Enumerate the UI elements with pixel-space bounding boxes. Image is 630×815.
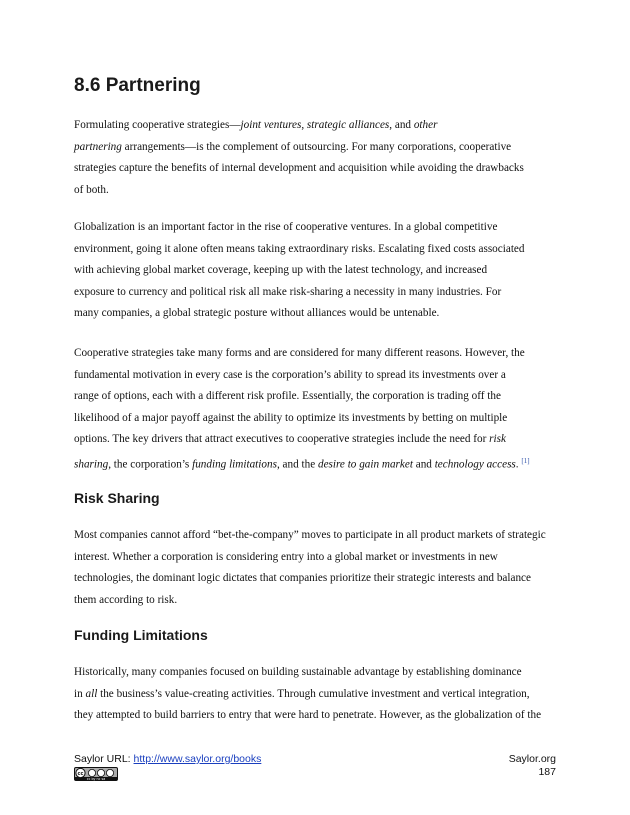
emphasis-joint-ventures: joint ventures	[240, 119, 302, 131]
emphasis-desire-to-gain-market: desire to gain market	[317, 458, 413, 471]
paragraph-cooperative-strategies	[74, 343, 564, 476]
footer-page-info	[509, 753, 556, 779]
text-run: arrangements—is the complement of outsourcing. For many corporations, cooperative	[121, 140, 512, 153]
text-run: in	[74, 687, 86, 700]
text-run: , and	[389, 119, 414, 131]
text-run: ,	[301, 119, 307, 131]
emphasis-partnering: partnering	[74, 140, 122, 153]
text-run: and	[412, 458, 435, 471]
paragraph-intro	[74, 115, 564, 201]
page-number: 187	[538, 766, 556, 778]
text-run: the business’s value-creating activities. Through cumulative investment and vertical integration,	[97, 687, 530, 700]
emphasis-funding-limitations: funding limitations	[192, 458, 277, 471]
text-line: strategies capture the benefits of internal development and acquisition while avoiding the drawbacks	[74, 162, 524, 175]
emphasis-risk: risk	[489, 433, 506, 446]
text-line	[74, 137, 564, 159]
text-line	[74, 451, 564, 476]
text-line: them according to risk.	[74, 593, 178, 606]
footer-url-link[interactable]: http://www.saylor.org/books	[133, 753, 262, 765]
text-line: exposure to currency and political risk all make risk-sharing a necessity in many industries. For	[74, 285, 502, 298]
text-run: Formulating cooperative strategies—	[74, 119, 241, 131]
footer-site: Saylor.org	[508, 753, 556, 765]
text-line: likelihood of a major payoff against the ability to optimize its investments by betting on multiple	[74, 411, 508, 424]
text-line: technologies, the dominant logic dictates that companies prioritize their strategic interests and balance	[74, 572, 531, 585]
text-run: , and the	[276, 458, 318, 471]
text-line	[74, 115, 564, 137]
text-line	[74, 684, 564, 706]
text-line: interest. Whether a corporation is considering entry into a global market or investments in new	[74, 550, 498, 563]
emphasis-all: all	[85, 687, 98, 700]
text-line: they attempted to build barriers to entry that were hard to penetrate. However, as the globalization of the	[74, 709, 542, 722]
text-line: range of options, each with a different risk profile. Essentially, the corporation is trading off the	[74, 390, 501, 403]
paragraph-funding-limitations	[74, 662, 564, 727]
text-line: of both.	[74, 183, 109, 196]
text-line: fundamental motivation in every case is the corporation’s ability to spread its investments over a	[74, 368, 506, 381]
text-line: Historically, many companies focused on building sustainable advantage by establishing dominance	[74, 666, 522, 678]
emphasis-other: other	[413, 119, 438, 131]
text-line: with achieving global market coverage, keeping up with the latest technology, and increased	[74, 264, 488, 277]
text-line	[74, 429, 564, 451]
text-line: many companies, a global strategic posture without alliances would be untenable.	[74, 307, 440, 320]
text-line: Most companies cannot afford “bet-the-company” moves to participate in all product markets of strategic	[74, 529, 546, 541]
svg-text:cc: cc	[77, 771, 84, 777]
text-run: , the corporation’s	[108, 458, 193, 471]
paragraph-globalization	[74, 217, 564, 325]
heading-risk-sharing: Risk Sharing	[74, 490, 160, 506]
license-badge-text: cc by nc sa	[86, 776, 106, 781]
footer-url-label: Saylor URL:	[74, 753, 134, 765]
text-line: Globalization is an important factor in the rise of cooperative ventures. In a global competitive	[74, 221, 498, 233]
footer-source	[74, 753, 261, 765]
text-line: environment, going it alone often means taking extraordinary risks. Escalating fixed costs associated	[74, 242, 525, 255]
heading-funding-limitations: Funding Limitations	[74, 627, 208, 643]
text-run: .	[515, 458, 519, 471]
footnote-reference[interactable]: [1]	[521, 456, 530, 465]
paragraph-risk-sharing	[74, 525, 564, 611]
text-run: options. The key drivers that attract executives to cooperative strategies include the need for	[74, 433, 490, 446]
page-title: 8.6 Partnering	[74, 75, 201, 96]
text-line: Cooperative strategies take many forms and are considered for many different reasons. However, the	[74, 347, 525, 359]
emphasis-sharing: sharing	[74, 458, 109, 471]
creative-commons-license-icon[interactable]	[74, 767, 118, 781]
emphasis-strategic-alliances: strategic alliances	[306, 119, 390, 131]
emphasis-technology-access: technology access	[434, 458, 516, 471]
